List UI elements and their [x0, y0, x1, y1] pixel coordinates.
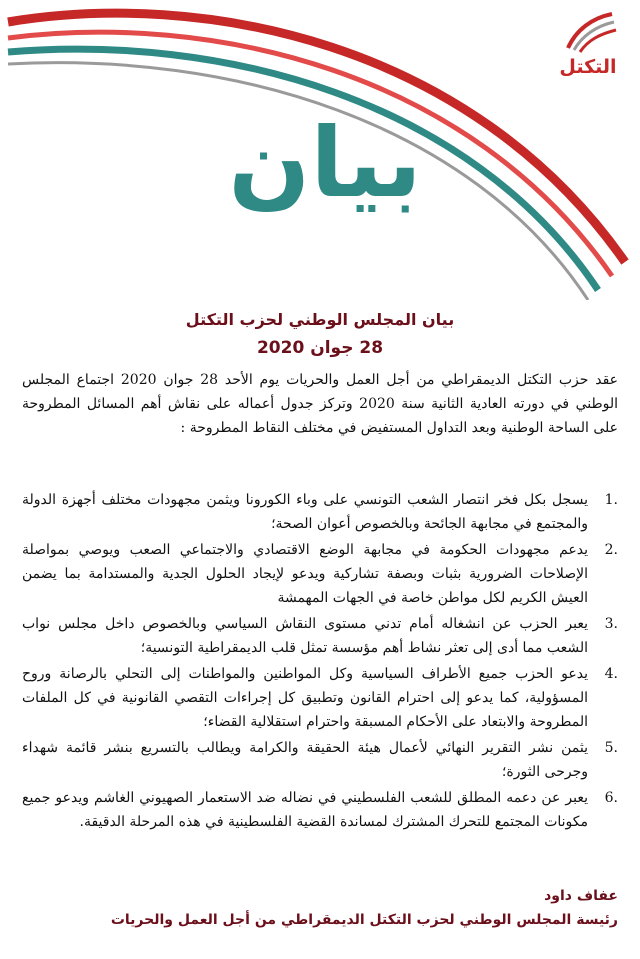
list-item — [22, 662, 618, 734]
list-item — [22, 736, 618, 784]
point-text: يدعم مجهودات الحكومة في مجابهة الوضع الاقتصادي والاجتماعي الصعب ويوصي بمواصلة الإصلاحات الضرورية بثبات وبصفة تشاركية ويدعو لإيجاد الحلول الجدية والمستدامة بما يضمن العيش الكريم لكل مواطن خاصة في الجهات المهمشة — [22, 542, 588, 606]
point-text: يعبر الحزب عن انشغاله أمام تدني مستوى النقاش السياسي وبالخصوص داخل مجلس نواب الشعب مما أدى إلى تعثر نشاط أهم مؤسسة تمثل قلب الديمقراطية التونسية؛ — [22, 616, 588, 656]
party-logo — [548, 10, 628, 80]
point-text: يسجل بكل فخر انتصار الشعب التونسي على وباء الكورونا ويثمن مجهودات مختلف أجهزة الدولة والمجتمع في مجابهة الجائحة وبالخصوص أعوان الصحة؛ — [22, 492, 588, 532]
point-text: يثمن نشر التقرير النهائي لأعمال هيئة الحقيقة والكرامة ويطالب بالتسريع بنشر قائمة شهداء وجرحى الثورة؛ — [22, 740, 588, 780]
point-number: 6. — [604, 790, 618, 806]
intro-paragraph: عقد حزب التكتل الديمقراطي من أجل العمل والحريات يوم الأحد 28 جوان 2020 اجتماع المجلس الوطني في دورته العادية الثانية سنة 2020 وتركز جدول أعماله على نقاش أهم المسائل المطروحة على الساحة الوطنية وبعد التداول المستفيض في مختلف النقاط المطروحة : — [22, 372, 619, 436]
signer-role: رئيسة المجلس الوطني لحزب التكتل الديمقراطي من أجل العمل والحريات — [110, 912, 618, 928]
banner-title: بيان — [228, 107, 422, 219]
point-text: يعبر عن دعمه المطلق للشعب الفلسطيني في نضاله ضد الاستعمار الصهيوني الغاشم ويدعو جميع مكونات المجتمع للتحرك المشترك لمساندة القضية الفلسطينية في هذه المرحلة الدقيقة. — [22, 790, 588, 830]
point-number: 3. — [604, 616, 618, 632]
document-date: 28 جوان 2020 — [256, 338, 384, 358]
point-text: يدعو الحزب جميع الأطراف السياسية وكل المواطنين والمواطنات إلى التحلي بالرصانة وروح المسؤولية، كما يدعو إلى احترام القانون وتطبيق كل إجراءات التقصي القانونية في كل الملفات المطروحة والابتعاد على الأحكام المسبقة واحترام استقلالية القضاء؛ — [22, 666, 588, 730]
point-number: 5. — [604, 740, 618, 756]
point-number: 4. — [604, 666, 618, 682]
points-list — [22, 488, 618, 836]
party-logo-icon — [558, 10, 618, 54]
point-number: 2. — [604, 542, 618, 558]
document-heading: بيان المجلس الوطني لحزب التكتل — [185, 310, 455, 329]
list-item — [22, 786, 618, 834]
list-item — [22, 538, 618, 610]
list-item — [22, 488, 618, 536]
signer-name: عفاف داود — [544, 888, 618, 904]
point-number: 1. — [604, 492, 618, 508]
list-item — [22, 612, 618, 660]
party-logo-text: التكتل — [559, 56, 617, 78]
